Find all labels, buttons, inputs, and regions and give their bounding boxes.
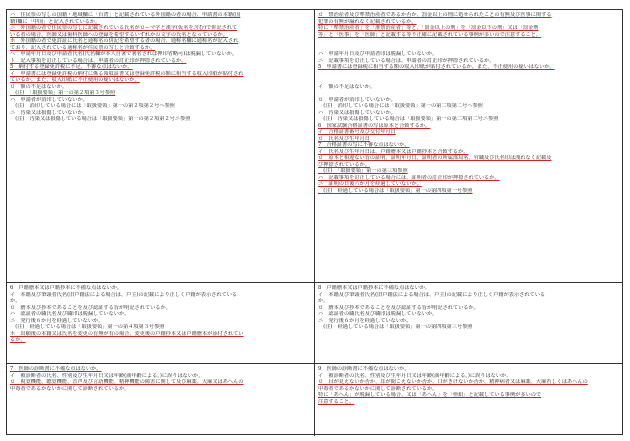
bottom-right-cell [315, 364, 624, 436]
text-line: ハ 認証者の職氏名及び職印は脱漏していないか。 [10, 311, 130, 317]
table-row-middle [7, 283, 622, 364]
text-line: ト 記入事項を訂正している場合は、申請者の訂正印が押捺されているか。 [10, 57, 187, 64]
text-line: イ 本籍及び筆頭者氏名(旧戸籍法による場合は、戸主)の記載により正しく戸籍が表示されている [10, 291, 238, 298]
text-line: ロ 額の不足はないか。 [10, 83, 68, 90]
text-line: (注) 経過している場合は「取扱要領」第一の第四項第一号参照 [318, 187, 473, 194]
text-line: ニ 外国籍の者で住民票の写しに記載されている氏名がローマ字と漢字(仮名を含む)で併記されて [10, 25, 238, 31]
text-line: ロ 禁治産者及び準禁治産者であるか否か、罰金以上の刑に処せられたことの有無及び医事に関する [318, 12, 552, 18]
text-line: イ 被診断者の氏名、性別及び生年月日又は年齢(満年齢による。)に誤りはないか。 [318, 372, 512, 379]
text-line: ハ 認証者の職氏名及び職印は脱漏していないか。 [318, 311, 438, 317]
text-line: イ 合格証書番号及び交付年月日 [318, 129, 396, 135]
comparison-table [6, 9, 623, 435]
text-line: ロ 視覚機能、聴覚機能、音声及び言語機能、精神機能の障害に関して及び麻薬、大麻又はあへんの [10, 379, 244, 385]
text-line: 籍)欄に「中国」と記入されているか。 [10, 18, 101, 25]
text-line: 6 戸籍謄本又は戸籍抄本に不備な点はないか。 [10, 285, 123, 291]
text-line: (注) 消印している場合には「取扱要領」第一の第２項第２号ヘ参照 [10, 103, 175, 109]
top-right-cell [315, 10, 624, 282]
text-line: ニ 発行後６か月を経過していないか。 [318, 317, 412, 324]
text-line: ロ 謄本及び抄本であることを及び認証する旨が明記されているか。 [318, 304, 479, 311]
text-line: イ 申請書には登録免許税の納付に係る領収証書又は登録免許税の額に相当する収入印紙が貼付され [10, 70, 244, 77]
text-line: (注) 経過している場合は「取扱要領」第一の第４項第３号参照 [10, 324, 165, 330]
text-line: ホ 出願後の本籍又は氏名を変更の有無が有の場合、変更後の戸籍抄本又は戸籍謄本が添付されてい [10, 330, 244, 337]
text-line: ニ 記載事項を訂正している場合は、申請者の訂正印が押捺されているか。 [318, 57, 495, 64]
text-line: ニ 汚染又は損傷していないか。 [10, 109, 88, 116]
middle-left-cell [7, 283, 315, 363]
text-line: ロ 原本と相違ない旨の証明、証明年月日、証明者の所属部局名、官職及び氏名印は洩れなく記載及 [318, 155, 552, 161]
text-line: ハ 記載事項を訂正している場合には、証明者の訂正印が押捺されているか。 [318, 174, 500, 181]
text-line: 6 国家試験合格証書の写は原本と合致するか。 [318, 122, 431, 129]
text-line: ロ 謄本及び抄本であることを及び認証する旨が明記されているか。 [10, 304, 171, 311]
text-line: 犯罪の有無が漏れなく記載されているか。 [318, 18, 417, 25]
text-line: ニ 発行後６か月を経過していないか。 [10, 317, 104, 324]
table-row-bottom [7, 364, 622, 436]
text-line: (注) 「取扱要領」第一の第三項参照 [318, 168, 408, 174]
text-line: (注) 消印している場合には「取扱要領」第一の第二項第二号ヘ参照 [318, 103, 483, 109]
text-line: 9 医師の診断書に不備な点はないか。 [318, 366, 410, 372]
text-line: 7 医師の診断書に不備な点はないか。 [10, 366, 102, 372]
text-line: イ 被診断者の氏名、性別及び生年月日又は年齢(満年齢による。)に誤りはないか。 [10, 372, 204, 379]
table-row-top [7, 10, 622, 283]
text-line: ており、記入されている通称名が住民票の写しと合致するか。 [10, 44, 156, 51]
text-line: ホ 外国籍の者で免許証に氏名と通称名の併記を希望する者の場合、通称名欄に通称名が記入され [10, 38, 239, 44]
text-line: イ 氏名及び生年月日は、戸籍謄本又は戸籍抄本と合致するか。 [318, 148, 469, 155]
text-line: 5 納付する登録免許税に不足、不審な点はないか。 [10, 64, 133, 70]
middle-right-cell [315, 283, 624, 363]
text-line: (注) 経過している場合は「取扱要領」第一の第四項第三号参照 [318, 324, 473, 330]
text-line: ニ 証明の日後六か月を経過していないか。 [318, 181, 422, 187]
text-line: (注) 「取扱要領」第一の第２項第３号参照 [10, 90, 116, 96]
text-line: 7 合格証書の写に不審な点はないか。 [318, 142, 410, 148]
text-line: 等」と「医事」を「医師」と記載する等不正確に記載されている事例が多いので注意すること。 [318, 31, 542, 38]
text-line: ハ 汚染又は損傷していないか。 [318, 109, 396, 116]
top-left-cell [7, 10, 315, 282]
text-line: か。 [318, 298, 329, 304]
text-line: (注) 汚染又は損傷している場合は「取扱要領」第一の第二項第二号ニ参照 [318, 116, 499, 122]
text-line: ハ 住民票の写しの国籍・地域欄に「台湾」と記載されている外国籍の者の場合、申請書の本籍(国 [10, 12, 241, 18]
text-line: イ 本籍及び筆頭者氏名(旧戸籍法による場合は、戸主)の記載により正しく戸籍が表示されている [318, 291, 546, 298]
text-line: 特に「準禁治産者」を「准禁治産者」等と、「罰金以上の刑」を「罰金以下の刑」又は「罰金刑 [318, 25, 539, 31]
text-line: (注) 汚染又は損傷している場合は「取扱要領」第一の第２項第２号ニ参照 [10, 116, 191, 122]
text-line: ハ 申請年月日及び申請者印は脱漏していないか。 [318, 51, 438, 57]
text-line: 中毒者であるかないかに関して診断されているか。 [10, 385, 130, 392]
text-line: び押捺されているか。 [318, 161, 370, 168]
text-line: ロ 目が見えないか否か、耳が聞こえないか否か、口がきけないか否か、精神病者又は麻薬、大麻若しくはあへんの [318, 379, 588, 385]
text-line: 注意すること。 [318, 398, 355, 405]
text-line: るか。 [10, 337, 26, 343]
text-line: 5 申請書には登録税に相当する額の収入印紙が貼付されているか。また、不正使用の疑いはないか。 [318, 64, 555, 70]
bottom-left-cell [7, 364, 315, 436]
text-line: 特に「あへん」が脱漏している場合、又は「あへん」を「亜鉛」と記載している事例が多いので [318, 392, 542, 398]
text-line: 中毒者であるかないかに関して診断されているか。 [318, 385, 438, 392]
text-line: ハ 申請者が消印していないか。 [10, 96, 88, 103]
text-line: へ 申請年月日及び申請者氏名(氏名欄が本人自署で署名されば押印省略可)は脱漏していないか。 [10, 51, 238, 57]
text-line: ロ 申請者が消印していないか。 [318, 96, 396, 103]
text-line: ロ 氏名及び生年月日 [318, 135, 370, 142]
text-line: イ 額の不足はないか。 [318, 83, 376, 90]
text-line: か。 [10, 298, 21, 304]
text-line: 8 戸籍謄本又は戸籍抄本に不備な点はないか。 [318, 285, 431, 291]
text-line: いる者の場合、医師又は歯科医師への登録を希望するいずれかの文字の氏名となっているか。 [10, 31, 228, 38]
text-line: ているか。また、収入印紙に不正使用の疑いはないか。 [10, 77, 140, 83]
